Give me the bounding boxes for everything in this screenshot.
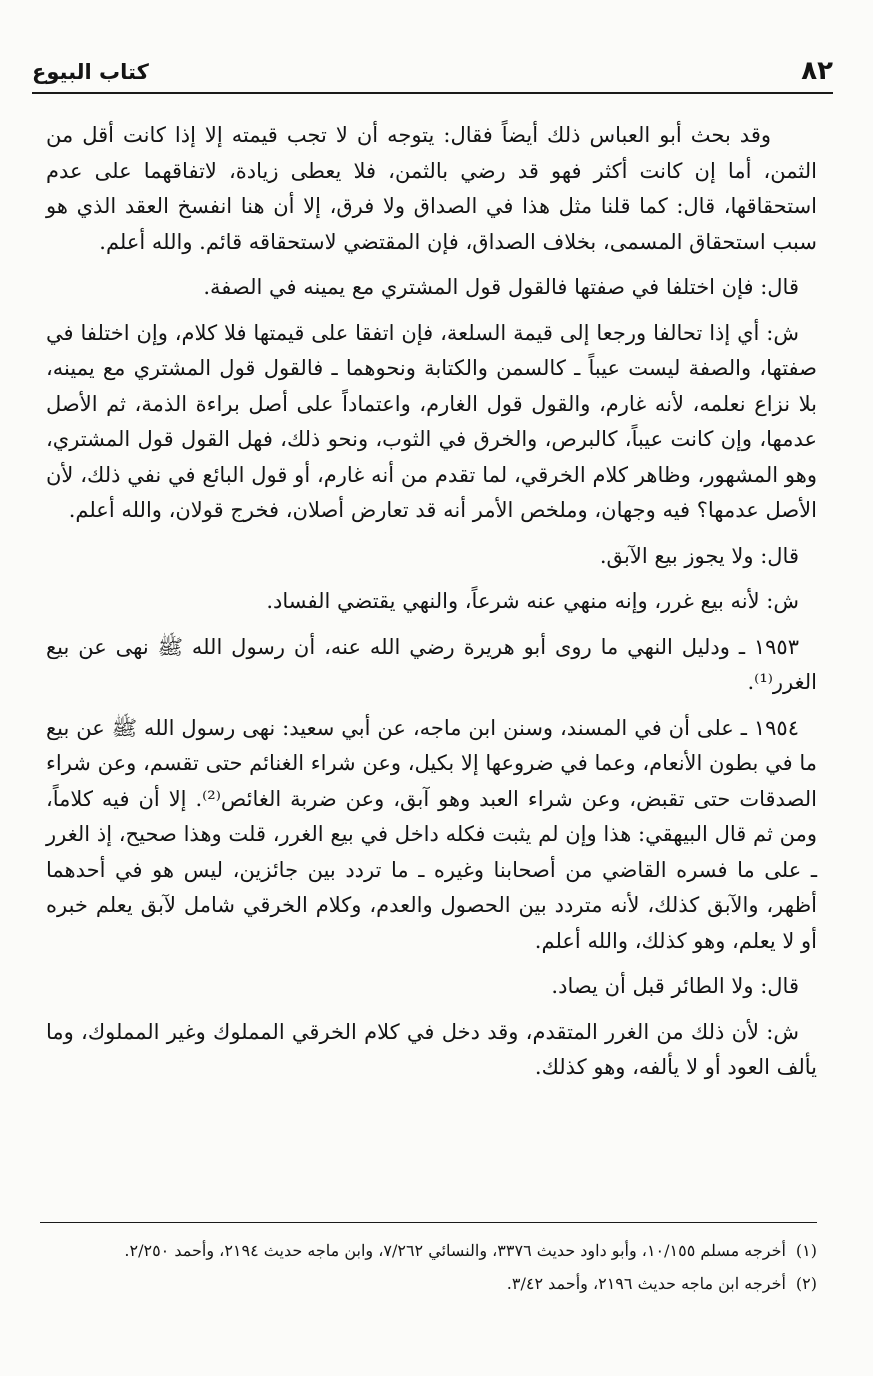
footnote-number: (١) xyxy=(795,1241,817,1260)
paragraph: ش: لأنه بيع غرر، وإنه منهي عنه شرعاً، والنهي يقتضي الفساد. xyxy=(266,589,799,613)
footnote-text: أخرجه مسلم ١٠/١٥٥، وأبو داود حديث ٣٣٧٦، والنسائي ٧/٢٦٢، وابن ماجه حديث ٢١٩٤، وأحمد ٢/٢٥٠. xyxy=(124,1241,786,1260)
running-title: كتاب البيوع xyxy=(32,60,149,84)
page-number: ٨٢ xyxy=(801,56,833,86)
paragraph: قال: ولا يجوز بيع الآبق. xyxy=(599,543,799,568)
paragraph: قال: فإن اختلفا في صفتها فالقول قول المشتري مع يمينه في الصفة. xyxy=(203,275,799,299)
body-text xyxy=(46,118,817,1096)
paragraph: وقد بحث أبو العباس ذلك أيضاً فقال: يتوجه أن لا تجب قيمته إلا إذا كانت أقل من الثمن، أما إن كانت أكثر فهو قد رضي بالثمن، فلا يعطى زيادة، لاتفاقهما على عدم استحقاقها، قال: كما قلنا مثل هذا في الصداق ولا فرق، إلا أن هنا انفسخ العقد الذي هو سبب استحقاق المسمى، بخلاف الصداق، فإن المقتضي لاستحقاقه قائم. والله أعلم. xyxy=(46,123,817,254)
footnote xyxy=(40,1270,817,1297)
footnotes xyxy=(40,1222,817,1303)
paragraph: ش: لأن ذلك من الغرر المتقدم، وقد دخل في كلام الخرقي المملوك وغير المملوك، وما يألف العود أو لا يألفه، وهو كذلك. xyxy=(46,1019,817,1079)
paragraph: ١٩٥٤ ـ على أن في المسند، وسنن ابن ماجه، عن أبي سعيد: نهى رسول الله ﷺ عن بيع ما في بطون الأنعام، وعما في ضروعها إلا بكيل، وعن شراء الغنائم حتى تقسم، وعن شراء الصدقات حتى تقبض، وعن شراء العبد وهو آبق، وعن ضربة الغائص⁽²⁾. إلا أن فيه كلاماً، ومن ثم قال البيهقي: هذا وإن لم يثبت فكله داخل في بيع الغرر، قلت وهذا صحيح، إذ الغرر ـ على ما فسره القاضي من أصحابنا وغيره ـ ما تردد بين جائزين، ليس هو في أحدهما أظهر، والآبق كذلك، لأنه متردد بين الحصول والعدم، وكلام الخرقي شامل لآبق يعلم خبره أو لا يعلم، وهو كذلك، والله أعلم. xyxy=(46,715,817,953)
footnote-text: أخرجه ابن ماجه حديث ٢١٩٦، وأحمد ٣/٤٢. xyxy=(506,1274,786,1293)
footnote-number: (٢) xyxy=(795,1274,817,1293)
paragraph: قال: ولا الطائر قبل أن يصاد. xyxy=(551,974,799,998)
paragraph: ١٩٥٣ ـ ودليل النهي ما روى أبو هريرة رضي الله عنه، أن رسول الله ﷺ نهى عن بيع الغرر⁽¹⁾. xyxy=(46,634,817,694)
footnote xyxy=(40,1237,817,1264)
page-header xyxy=(32,52,833,94)
paragraph: ش: أي إذا تحالفا ورجعا إلى قيمة السلعة، فإن اتفقا على قيمتها فلا كلام، وإن اختلفا في صفتها، والصفة ليست عيباً ـ كالسمن والكتابة ونحوهما ـ فالقول قول المشتري مع يمينه، بلا نزاع نعلمه، لأنه غارم، والقول قول الغارم، واعتماداً على أصل براءة الذمة، ثم الأصل عدمها، وإن كانت عيباً، كالبرص، والخرق في الثوب، ونحو ذلك، فهل القول قول المشتري، وهو المشهور، وظاهر كلام الخرقي، لما تقدم من أنه غارم، أو قول البائع في نفي ذلك، لأن الأصل عدمها؟ فيه وجهان، وملخص الأمر أنه قد تعارض أصلان، فخرج قولان، والله أعلم. xyxy=(46,320,817,522)
